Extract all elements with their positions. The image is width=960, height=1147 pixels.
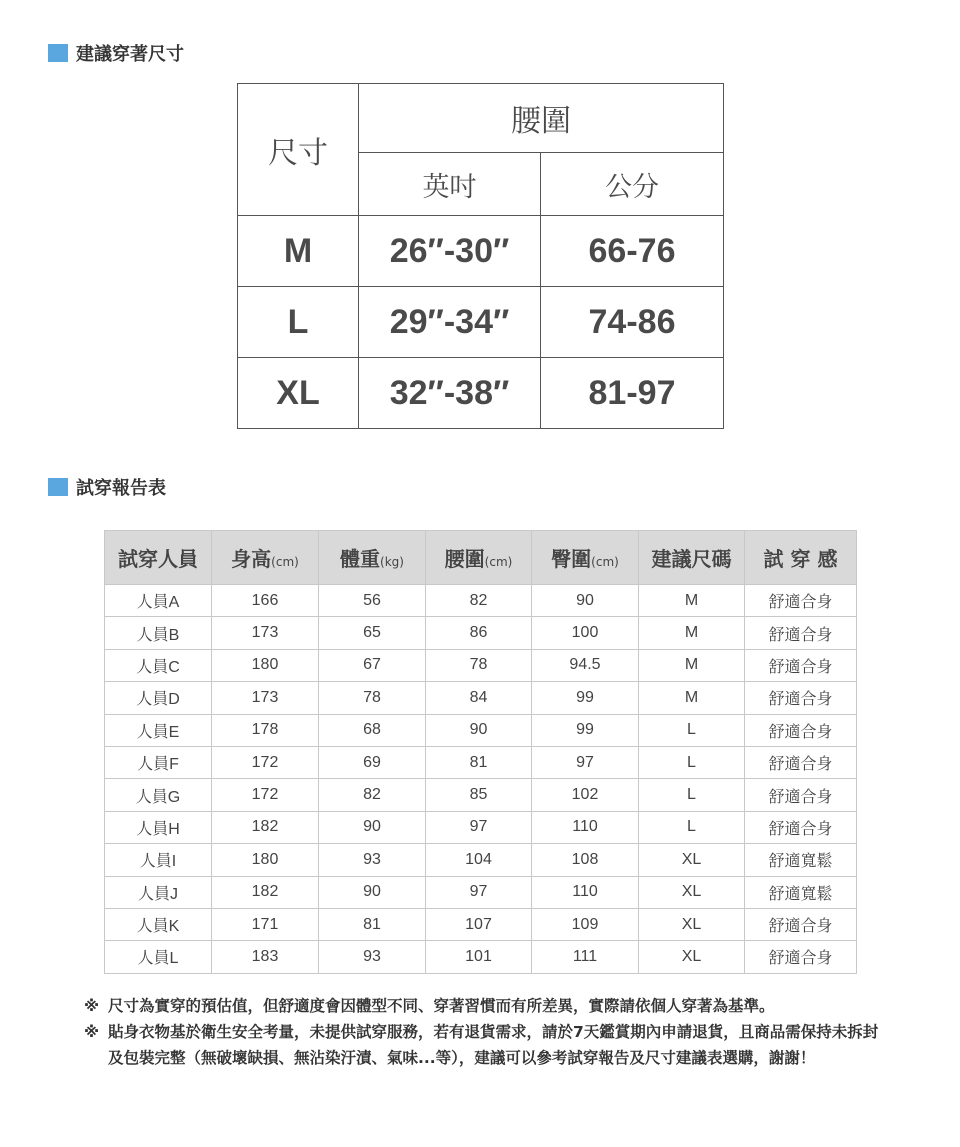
table-cell: 人員I bbox=[105, 844, 212, 876]
table-cell: 94.5 bbox=[532, 649, 639, 681]
table-cell: 舒適合身 bbox=[745, 811, 857, 843]
table-cell: L bbox=[639, 714, 745, 746]
table-row bbox=[105, 585, 857, 617]
table-cell: 82 bbox=[426, 585, 532, 617]
note-item bbox=[84, 993, 884, 1019]
cm-cell: 66-76 bbox=[541, 216, 724, 287]
table-cell: 81 bbox=[319, 908, 426, 940]
table-cell: 舒適寬鬆 bbox=[745, 844, 857, 876]
table-cell: 97 bbox=[426, 876, 532, 908]
size-cell: XL bbox=[238, 358, 359, 429]
table-cell: 舒適合身 bbox=[745, 714, 857, 746]
table-cell: M bbox=[639, 617, 745, 649]
cm-cell: 81-97 bbox=[541, 358, 724, 429]
table-cell: 人員C bbox=[105, 649, 212, 681]
table-row bbox=[105, 682, 857, 714]
note-mark: ※ bbox=[84, 997, 100, 1015]
section-marker-icon bbox=[48, 44, 68, 62]
table-row bbox=[105, 779, 857, 811]
table-cell: 109 bbox=[532, 908, 639, 940]
table-cell: 93 bbox=[319, 941, 426, 973]
table-cell: 舒適合身 bbox=[745, 682, 857, 714]
table-cell: 人員A bbox=[105, 585, 212, 617]
table-cell: 172 bbox=[212, 779, 319, 811]
table-cell: 78 bbox=[426, 649, 532, 681]
table-cell: L bbox=[639, 811, 745, 843]
table-cell: 人員D bbox=[105, 682, 212, 714]
report-header-label: 試 穿 感 bbox=[763, 547, 838, 571]
table-cell: 111 bbox=[532, 941, 639, 973]
table-cell: 99 bbox=[532, 714, 639, 746]
table-cell: XL bbox=[639, 908, 745, 940]
report-header-unit: (cm) bbox=[484, 555, 513, 569]
table-cell: 90 bbox=[426, 714, 532, 746]
table-cell: 86 bbox=[426, 617, 532, 649]
table-row bbox=[105, 811, 857, 843]
size-row bbox=[238, 216, 724, 287]
size-cell: L bbox=[238, 287, 359, 358]
table-cell: 人員B bbox=[105, 617, 212, 649]
report-header-unit: (cm) bbox=[591, 555, 619, 569]
table-cell: XL bbox=[639, 844, 745, 876]
table-cell: L bbox=[639, 746, 745, 778]
table-cell: 68 bbox=[319, 714, 426, 746]
report-header-label: 腰圍 bbox=[444, 547, 485, 571]
report-header-cell bbox=[639, 531, 745, 585]
table-cell: 166 bbox=[212, 585, 319, 617]
table-cell: 舒適合身 bbox=[745, 649, 857, 681]
table-cell: 84 bbox=[426, 682, 532, 714]
table-cell: 人員H bbox=[105, 811, 212, 843]
table-cell: 173 bbox=[212, 617, 319, 649]
report-header-cell bbox=[426, 531, 532, 585]
size-header: 尺寸 bbox=[238, 84, 359, 216]
table-cell: 舒適合身 bbox=[745, 746, 857, 778]
report-header-label: 建議尺碼 bbox=[651, 547, 732, 571]
report-header-row bbox=[105, 531, 857, 585]
table-cell: 104 bbox=[426, 844, 532, 876]
table-row bbox=[105, 714, 857, 746]
table-cell: 90 bbox=[532, 585, 639, 617]
note-text: 貼身衣物基於衛生安全考量，未提供試穿服務，若有退貨需求，請於7天鑑賞期內申請退貨，且商品需保持未拆封及包裝完整（無破壞缺損、無沾染汙漬、氣味...等），建議可以參考試穿報告及尺寸建議表選購，謝謝！ bbox=[108, 1023, 879, 1067]
table-row bbox=[105, 844, 857, 876]
table-cell: 182 bbox=[212, 876, 319, 908]
waist-header: 腰圍 bbox=[359, 84, 724, 153]
table-cell: 99 bbox=[532, 682, 639, 714]
table-cell: 90 bbox=[319, 876, 426, 908]
table-cell: 93 bbox=[319, 844, 426, 876]
table-row bbox=[105, 941, 857, 973]
table-row bbox=[105, 746, 857, 778]
table-cell: 108 bbox=[532, 844, 639, 876]
report-header-cell bbox=[105, 531, 212, 585]
table-cell: M bbox=[639, 585, 745, 617]
table-cell: 人員G bbox=[105, 779, 212, 811]
table-cell: 82 bbox=[319, 779, 426, 811]
table-cell: 69 bbox=[319, 746, 426, 778]
table-cell: M bbox=[639, 649, 745, 681]
table-row bbox=[105, 649, 857, 681]
table-cell: 舒適合身 bbox=[745, 941, 857, 973]
report-header-cell bbox=[319, 531, 426, 585]
table-cell: 182 bbox=[212, 811, 319, 843]
table-cell: 舒適寬鬆 bbox=[745, 876, 857, 908]
note-mark: ※ bbox=[84, 1023, 100, 1041]
table-cell: 舒適合身 bbox=[745, 908, 857, 940]
table-cell: 171 bbox=[212, 908, 319, 940]
table-cell: 人員F bbox=[105, 746, 212, 778]
table-cell: 81 bbox=[426, 746, 532, 778]
note-text: 尺寸為實穿的預估值，但舒適度會因體型不同、穿著習慣而有所差異，實際請依個人穿著為基準。 bbox=[108, 997, 775, 1015]
size-row bbox=[238, 358, 724, 429]
table-cell: 人員J bbox=[105, 876, 212, 908]
table-row bbox=[105, 617, 857, 649]
table-cell: 85 bbox=[426, 779, 532, 811]
inch-cell: 26″-30″ bbox=[359, 216, 541, 287]
table-cell: XL bbox=[639, 876, 745, 908]
report-section-title bbox=[48, 474, 166, 500]
table-cell: 65 bbox=[319, 617, 426, 649]
fitting-report-table bbox=[104, 530, 857, 974]
report-header-label: 試穿人員 bbox=[118, 547, 198, 571]
table-cell: 110 bbox=[532, 876, 639, 908]
report-header-unit: (kg) bbox=[380, 555, 404, 569]
report-header-unit: (cm) bbox=[271, 555, 299, 569]
table-cell: 97 bbox=[532, 746, 639, 778]
notes bbox=[84, 993, 884, 1071]
table-cell: 人員K bbox=[105, 908, 212, 940]
table-cell: 100 bbox=[532, 617, 639, 649]
size-row bbox=[238, 287, 724, 358]
report-header-cell bbox=[212, 531, 319, 585]
report-header-cell bbox=[745, 531, 857, 585]
size-chart-table bbox=[237, 83, 724, 429]
table-cell: 173 bbox=[212, 682, 319, 714]
table-cell: 舒適合身 bbox=[745, 779, 857, 811]
table-cell: M bbox=[639, 682, 745, 714]
table-row bbox=[105, 908, 857, 940]
table-cell: 78 bbox=[319, 682, 426, 714]
table-cell: 舒適合身 bbox=[745, 585, 857, 617]
cm-header: 公分 bbox=[541, 153, 724, 216]
table-cell: 人員E bbox=[105, 714, 212, 746]
size-cell: M bbox=[238, 216, 359, 287]
table-cell: 102 bbox=[532, 779, 639, 811]
report-header-cell bbox=[532, 531, 639, 585]
table-cell: L bbox=[639, 779, 745, 811]
table-cell: 人員L bbox=[105, 941, 212, 973]
table-cell: 110 bbox=[532, 811, 639, 843]
table-cell: 172 bbox=[212, 746, 319, 778]
size-section-title-text: 建議穿著尺寸 bbox=[76, 44, 184, 65]
table-cell: 180 bbox=[212, 844, 319, 876]
table-cell: 97 bbox=[426, 811, 532, 843]
note-item bbox=[84, 1019, 884, 1071]
table-cell: XL bbox=[639, 941, 745, 973]
table-cell: 舒適合身 bbox=[745, 617, 857, 649]
inch-header: 英吋 bbox=[359, 153, 541, 216]
size-section-title bbox=[48, 40, 184, 66]
table-cell: 183 bbox=[212, 941, 319, 973]
report-header-label: 身高 bbox=[231, 547, 272, 571]
table-cell: 90 bbox=[319, 811, 426, 843]
table-cell: 107 bbox=[426, 908, 532, 940]
section-marker-icon bbox=[48, 478, 68, 496]
report-header-label: 體重 bbox=[340, 547, 381, 571]
table-cell: 180 bbox=[212, 649, 319, 681]
table-cell: 101 bbox=[426, 941, 532, 973]
table-cell: 56 bbox=[319, 585, 426, 617]
table-row bbox=[105, 876, 857, 908]
report-header-label: 臀圍 bbox=[551, 547, 592, 571]
inch-cell: 29″-34″ bbox=[359, 287, 541, 358]
inch-cell: 32″-38″ bbox=[359, 358, 541, 429]
report-section-title-text: 試穿報告表 bbox=[76, 478, 166, 499]
table-cell: 67 bbox=[319, 649, 426, 681]
cm-cell: 74-86 bbox=[541, 287, 724, 358]
table-cell: 178 bbox=[212, 714, 319, 746]
